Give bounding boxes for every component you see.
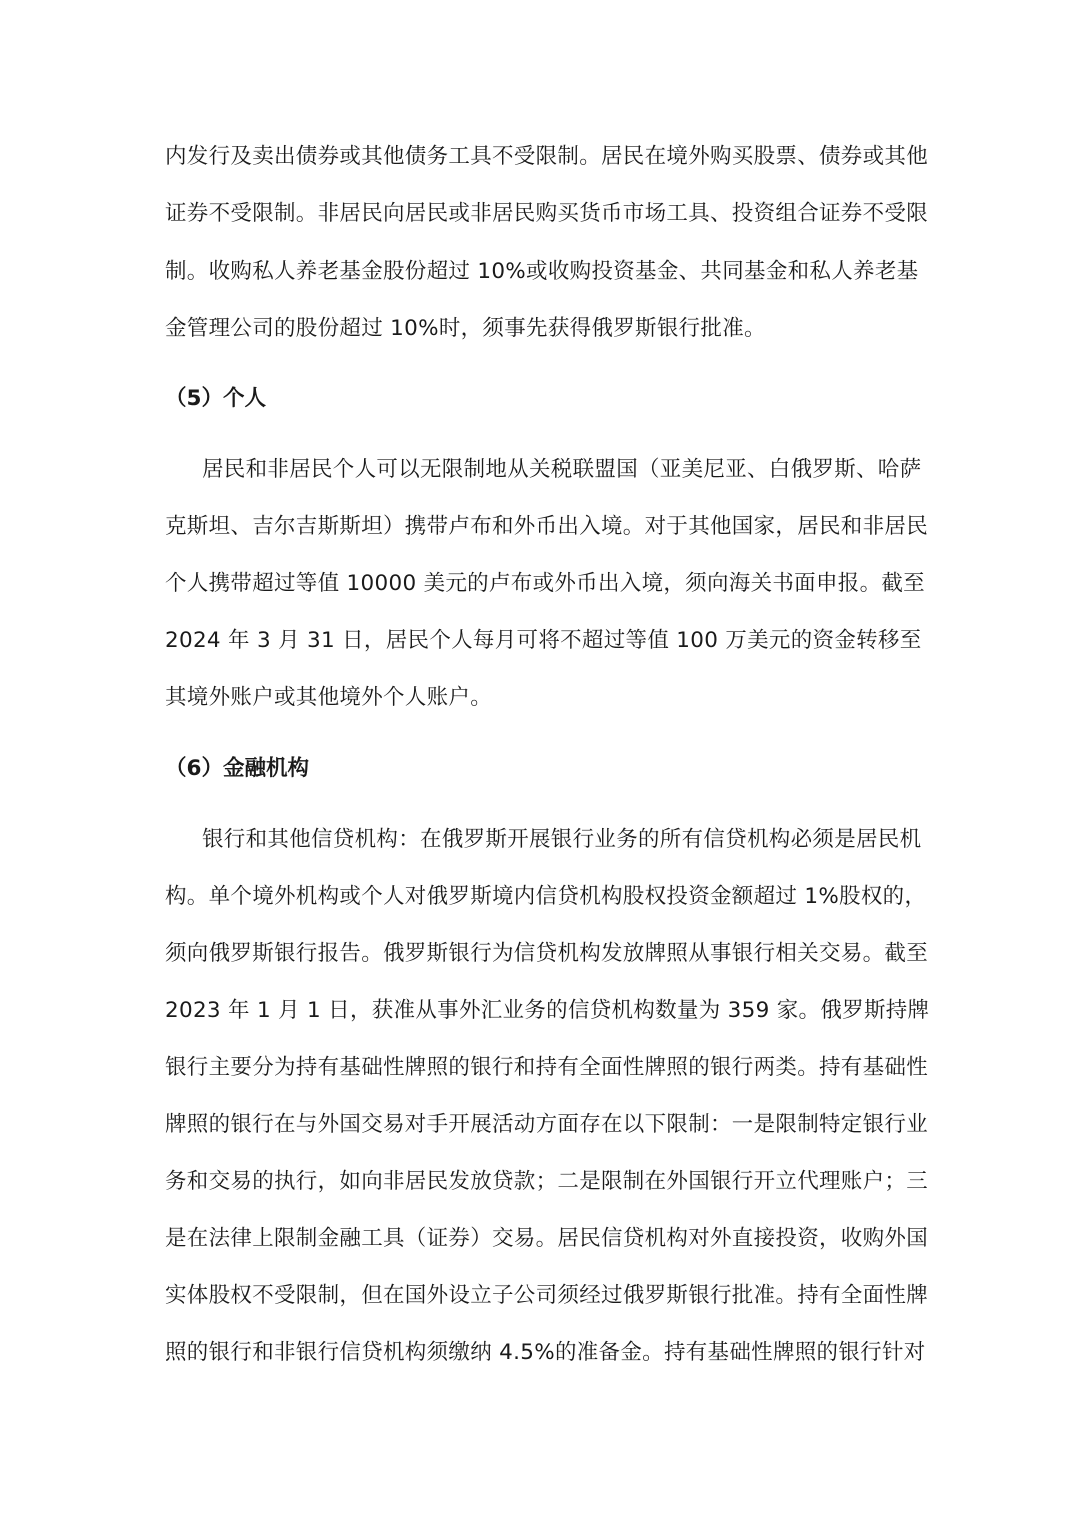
paragraph-1-line-4: 金管理公司的股份超过 10%时，须事先获得俄罗斯银行批准。 [165, 316, 766, 341]
section-5-line-1: 居民和非居民个人可以无限制地从关税联盟国（亚美尼亚、白俄罗斯、哈萨 [202, 457, 922, 482]
section-5-line-4: 2024 年 3 月 31 日，居民个人每月可将不超过等值 100 万美元的资金转移至 [165, 628, 922, 653]
section-6-line-4: 2023 年 1 月 1 日，获准从事外汇业务的信贷机构数量为 359 家。俄罗斯持牌 [165, 998, 930, 1023]
section-5-line-3: 个人携带超过等值 10000 美元的卢布或外币出入境，须向海关书面申报。截至 [165, 571, 925, 596]
section-6-line-3: 须向俄罗斯银行报告。俄罗斯银行为信贷机构发放牌照从事银行相关交易。截至 [165, 941, 929, 966]
section-6-line-1: 银行和其他信贷机构：在俄罗斯开展银行业务的所有信贷机构必须是居民机 [202, 827, 922, 852]
section-6-line-8: 是在法律上限制金融工具（证券）交易。居民信贷机构对外直接投资，收购外国 [165, 1226, 929, 1251]
paragraph-1-line-3: 制。收购私人养老基金股份超过 10%或收购投资基金、共同基金和私人养老基 [165, 259, 919, 284]
section-5-line-2: 克斯坦、吉尔吉斯斯坦）携带卢布和外币出入境。对于其他国家，居民和非居民 [165, 514, 929, 539]
section-6-line-5: 银行主要分为持有基础性牌照的银行和持有全面性牌照的银行两类。持有基础性 [165, 1055, 929, 1080]
section-5-heading: （5）个人 [165, 386, 266, 411]
section-6-line-9: 实体股权不受限制，但在国外设立子公司须经过俄罗斯银行批准。持有全面性牌 [165, 1283, 929, 1308]
section-6-line-7: 务和交易的执行，如向非居民发放贷款；二是限制在外国银行开立代理账户；三 [165, 1169, 929, 1194]
section-6-line-10: 照的银行和非银行信贷机构须缴纳 4.5%的准备金。持有基础性牌照的银行针对 [165, 1340, 926, 1365]
paragraph-1-line-2: 证券不受限制。非居民向居民或非居民购买货币市场工具、投资组合证券不受限 [165, 201, 929, 226]
section-6-heading: （6）金融机构 [165, 756, 309, 781]
paragraph-1-line-1: 内发行及卖出债券或其他债务工具不受限制。居民在境外购买股票、债券或其他 [165, 144, 929, 169]
section-5-line-5: 其境外账户或其他境外个人账户。 [165, 685, 493, 710]
section-6-line-2: 构。单个境外机构或个人对俄罗斯境内信贷机构股权投资金额超过 1%股权的， [165, 884, 927, 909]
section-6-line-6: 牌照的银行在与外国交易对手开展活动方面存在以下限制：一是限制特定银行业 [165, 1112, 929, 1137]
